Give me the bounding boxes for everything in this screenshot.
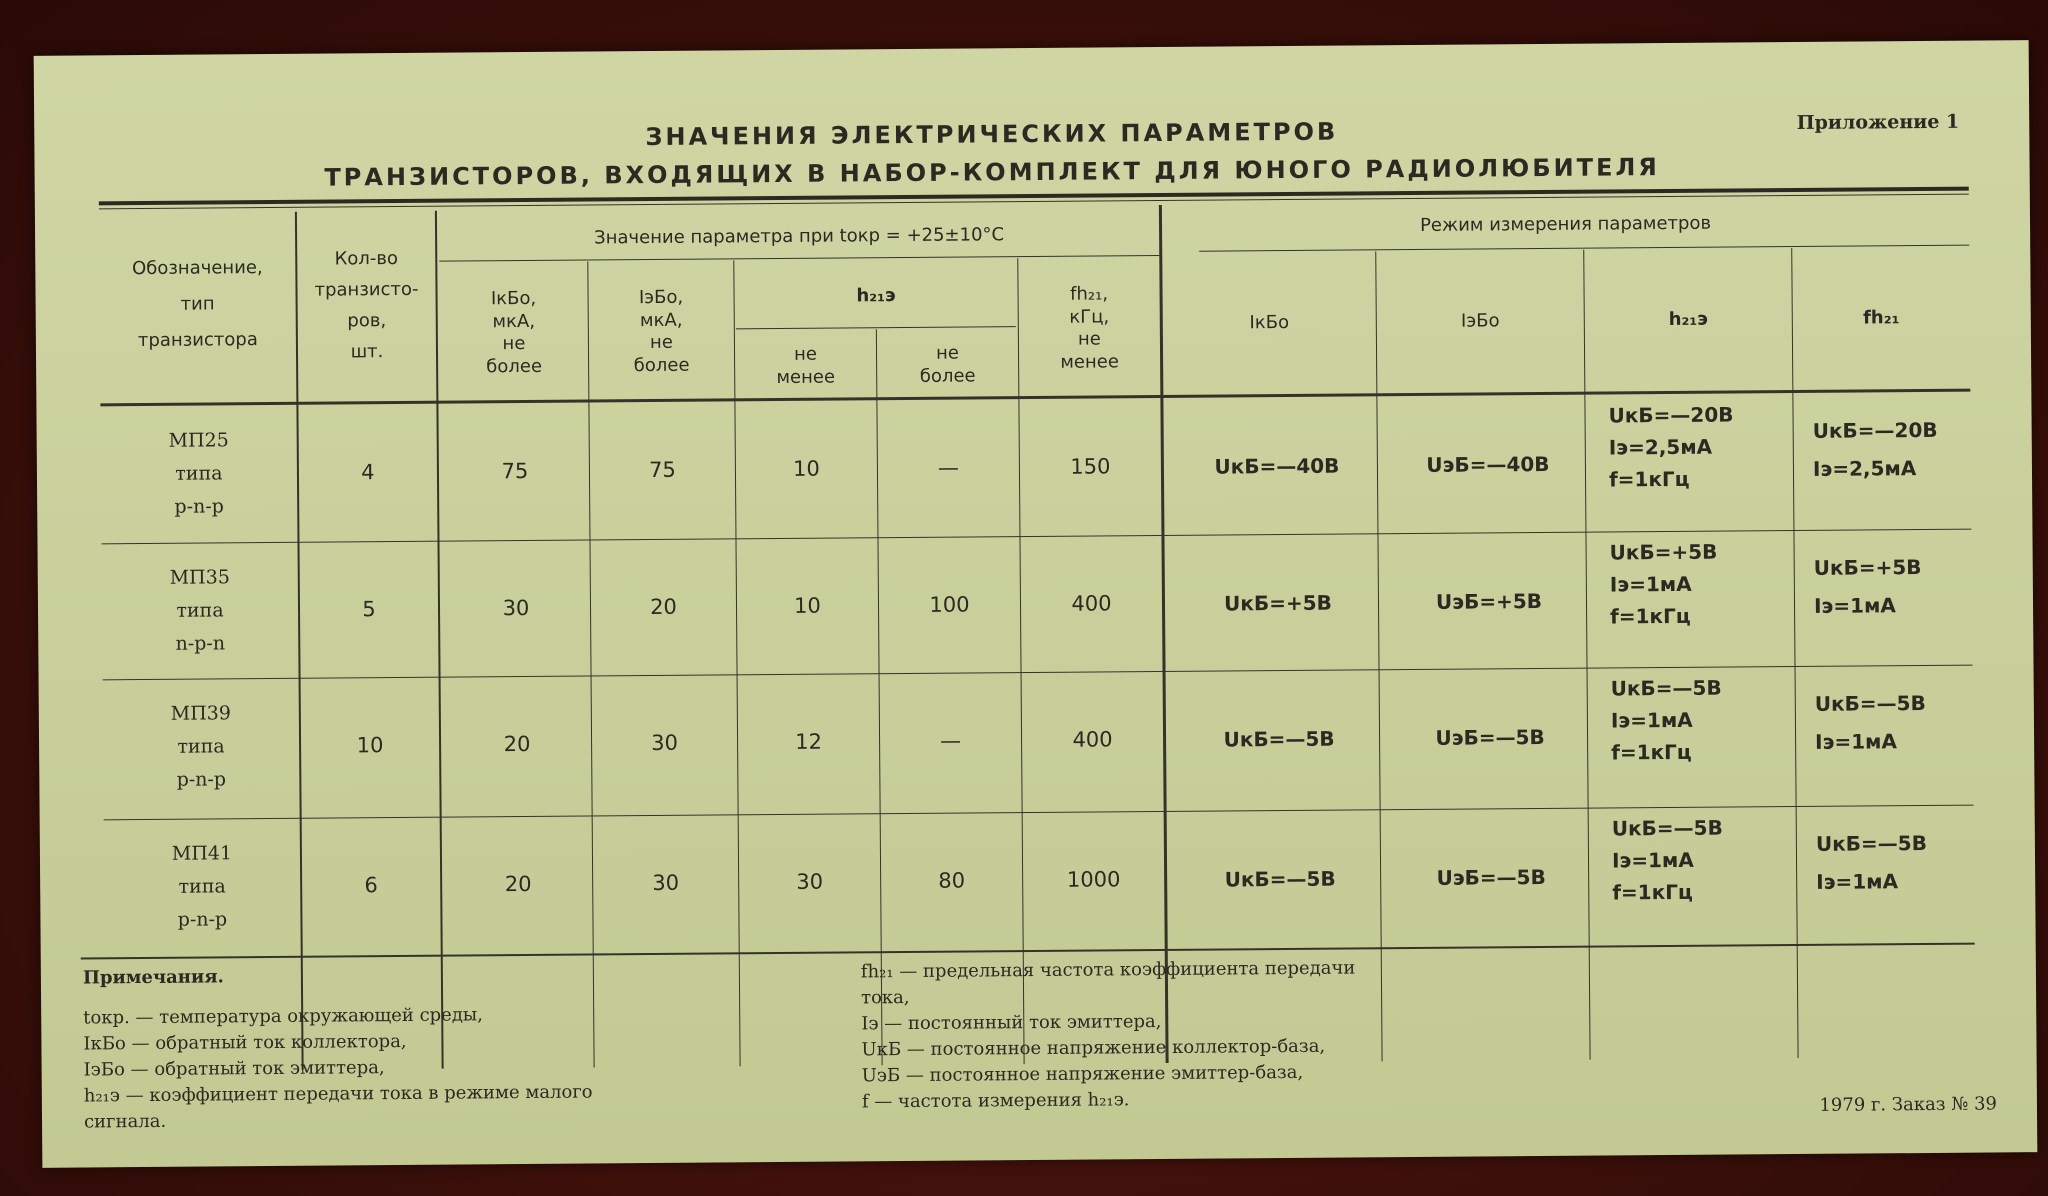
cell-h-max: 100 xyxy=(929,592,970,617)
param-group-rule xyxy=(439,255,1159,262)
note-line: fh₂₁ — предельная частота коэффициента передачи xyxy=(860,957,1356,983)
header-iebo: IэБо, мкА, не более xyxy=(633,286,690,376)
cell-iebo: 75 xyxy=(648,457,676,483)
cell-h-max: — xyxy=(937,455,960,480)
cell-fh21: 150 xyxy=(1070,454,1111,479)
transistor-name: МП39 типа p-n-p xyxy=(170,702,232,791)
cell-mode-iebo: UэБ=—5В xyxy=(1436,865,1546,890)
cell-count: 4 xyxy=(361,460,375,485)
vrule-5 xyxy=(876,329,883,1065)
cell-mode-ikbo: UкБ=+5В xyxy=(1224,590,1332,616)
cell-mode-ikbo: UкБ=—5В xyxy=(1223,726,1335,752)
header-mode-fh21: fh₂₁ xyxy=(1862,307,1900,329)
cell-mode-h21e: UкБ=—5В Iэ=1мА f=1кГц xyxy=(1611,815,1723,905)
header-mode-ikbo: IкБо xyxy=(1249,312,1290,334)
vrule-6 xyxy=(1017,258,1024,1064)
note-line: Iэ — постоянный ток эмиттера, xyxy=(861,1011,1162,1035)
print-order-footer: 1979 г. Заказ № 39 xyxy=(1819,1093,1998,1116)
notes-left xyxy=(83,961,593,1136)
title-line-1: ЗНАЧЕНИЯ ЭЛЕКТРИЧЕСКИХ ПАРАМЕТРОВ xyxy=(645,117,1339,152)
transistor-name: МП35 типа n-p-n xyxy=(169,566,230,655)
cell-mode-iebo: UэБ=—5В xyxy=(1435,725,1545,750)
cell-count: 5 xyxy=(362,597,376,622)
notes-heading: Примечания. xyxy=(82,966,224,989)
note-line: тока, xyxy=(861,987,910,1009)
note-line: UкБ — постоянное напряжение коллектор-база, xyxy=(861,1036,1326,1061)
vrule-8 xyxy=(1375,251,1382,1061)
cell-mode-ikbo: UкБ=—40В xyxy=(1214,453,1340,479)
notes-right xyxy=(861,955,1357,1115)
note-line: IкБо — обратный ток коллектора, xyxy=(83,1031,407,1055)
title-line-2: ТРАНЗИСТОРОВ, ВХОДЯЩИХ В НАБОР-КОМПЛЕКТ ДЛЯ ЮНОГО РАДИОЛЮБИТЕЛЯ xyxy=(324,153,1660,192)
note-line: h₂₁э — коэффициент передачи тока в режиме малого xyxy=(83,1081,593,1107)
vrule-10 xyxy=(1791,248,1798,1058)
cell-mode-iebo: UэБ=—40В xyxy=(1426,451,1550,477)
cell-fh21: 400 xyxy=(1072,727,1113,752)
cell-mode-iebo: UэБ=+5В xyxy=(1435,589,1543,614)
header-param-group: Значение параметра при tокр = +25±10°C xyxy=(594,224,1005,249)
cell-ikbo: 20 xyxy=(503,731,531,757)
cell-mode-h21e: UкБ=—5В Iэ=1мА f=1кГц xyxy=(1610,675,1722,765)
cell-h-min: 12 xyxy=(795,729,823,754)
note-line: IэБо — обратный ток эмиттера, xyxy=(83,1057,385,1081)
note-line: tокр. — температура окружающей среды, xyxy=(83,1004,483,1029)
header-h21e-min: не менее xyxy=(776,343,836,388)
cell-mode-fh21: UкБ=—20В Iэ=2,5мА xyxy=(1812,417,1938,481)
cell-fh21: 400 xyxy=(1071,591,1112,616)
note-line: f — частота измерения h₂₁э. xyxy=(861,1089,1130,1113)
header-mode-h21e: h₂₁э xyxy=(1668,308,1708,331)
cell-mode-fh21: UкБ=—5В Iэ=1мА xyxy=(1814,691,1926,754)
header-ikbo: IкБо, мкА, не более xyxy=(486,287,543,377)
cell-h-max: 80 xyxy=(938,868,966,893)
cell-h-min: 10 xyxy=(794,593,821,618)
cell-ikbo: 20 xyxy=(504,871,532,897)
cell-mode-ikbo: UкБ=—5В xyxy=(1224,866,1336,892)
header-h21e-max: не более xyxy=(919,342,976,387)
header-mode-group: Режим измерения параметров xyxy=(1419,212,1712,236)
document-sheet xyxy=(34,40,2038,1168)
vrule-9 xyxy=(1583,250,1590,1060)
cell-ikbo: 30 xyxy=(502,595,530,621)
cell-iebo: 30 xyxy=(652,870,680,896)
cell-iebo: 30 xyxy=(651,730,679,756)
table-bottom-rule xyxy=(81,943,1975,960)
cell-mode-h21e: UкБ=—20В Iэ=2,5мА f=1кГц xyxy=(1608,402,1734,492)
header-designation: Обозначение, тип транзистора xyxy=(131,257,263,352)
header-mode-iebo: IэБо xyxy=(1460,310,1500,332)
transistor-name: МП25 типа p-n-p xyxy=(168,429,229,518)
cell-h-min: 10 xyxy=(792,456,820,481)
note-line: сигнала. xyxy=(83,1111,167,1133)
cell-count: 6 xyxy=(364,873,378,898)
cell-ikbo: 75 xyxy=(501,458,529,484)
appendix-label: Приложение 1 xyxy=(1796,110,1960,135)
cell-h-min: 30 xyxy=(796,869,824,894)
note-line: UэБ — постоянное напряжение эмиттер-база, xyxy=(861,1062,1304,1087)
cell-iebo: 20 xyxy=(650,594,677,620)
cell-fh21: 1000 xyxy=(1066,867,1121,892)
header-h21e: h₂₁э xyxy=(856,285,896,307)
vrule-3 xyxy=(587,262,594,1068)
cell-mode-fh21: UкБ=—5В Iэ=1мА xyxy=(1815,831,1927,894)
cell-mode-h21e: UкБ=+5В Iэ=1мА f=1кГц xyxy=(1609,539,1718,629)
header-fh21: fh₂₁, кГц, не менее xyxy=(1060,283,1119,373)
header-count: Кол-во транзисто- ров, шт. xyxy=(314,247,419,363)
cell-mode-fh21: UкБ=+5В Iэ=1мА xyxy=(1813,555,1922,618)
cell-count: 10 xyxy=(356,733,384,758)
cell-h-max: — xyxy=(939,728,962,753)
transistor-name: МП41 типа p-n-p xyxy=(171,842,233,931)
